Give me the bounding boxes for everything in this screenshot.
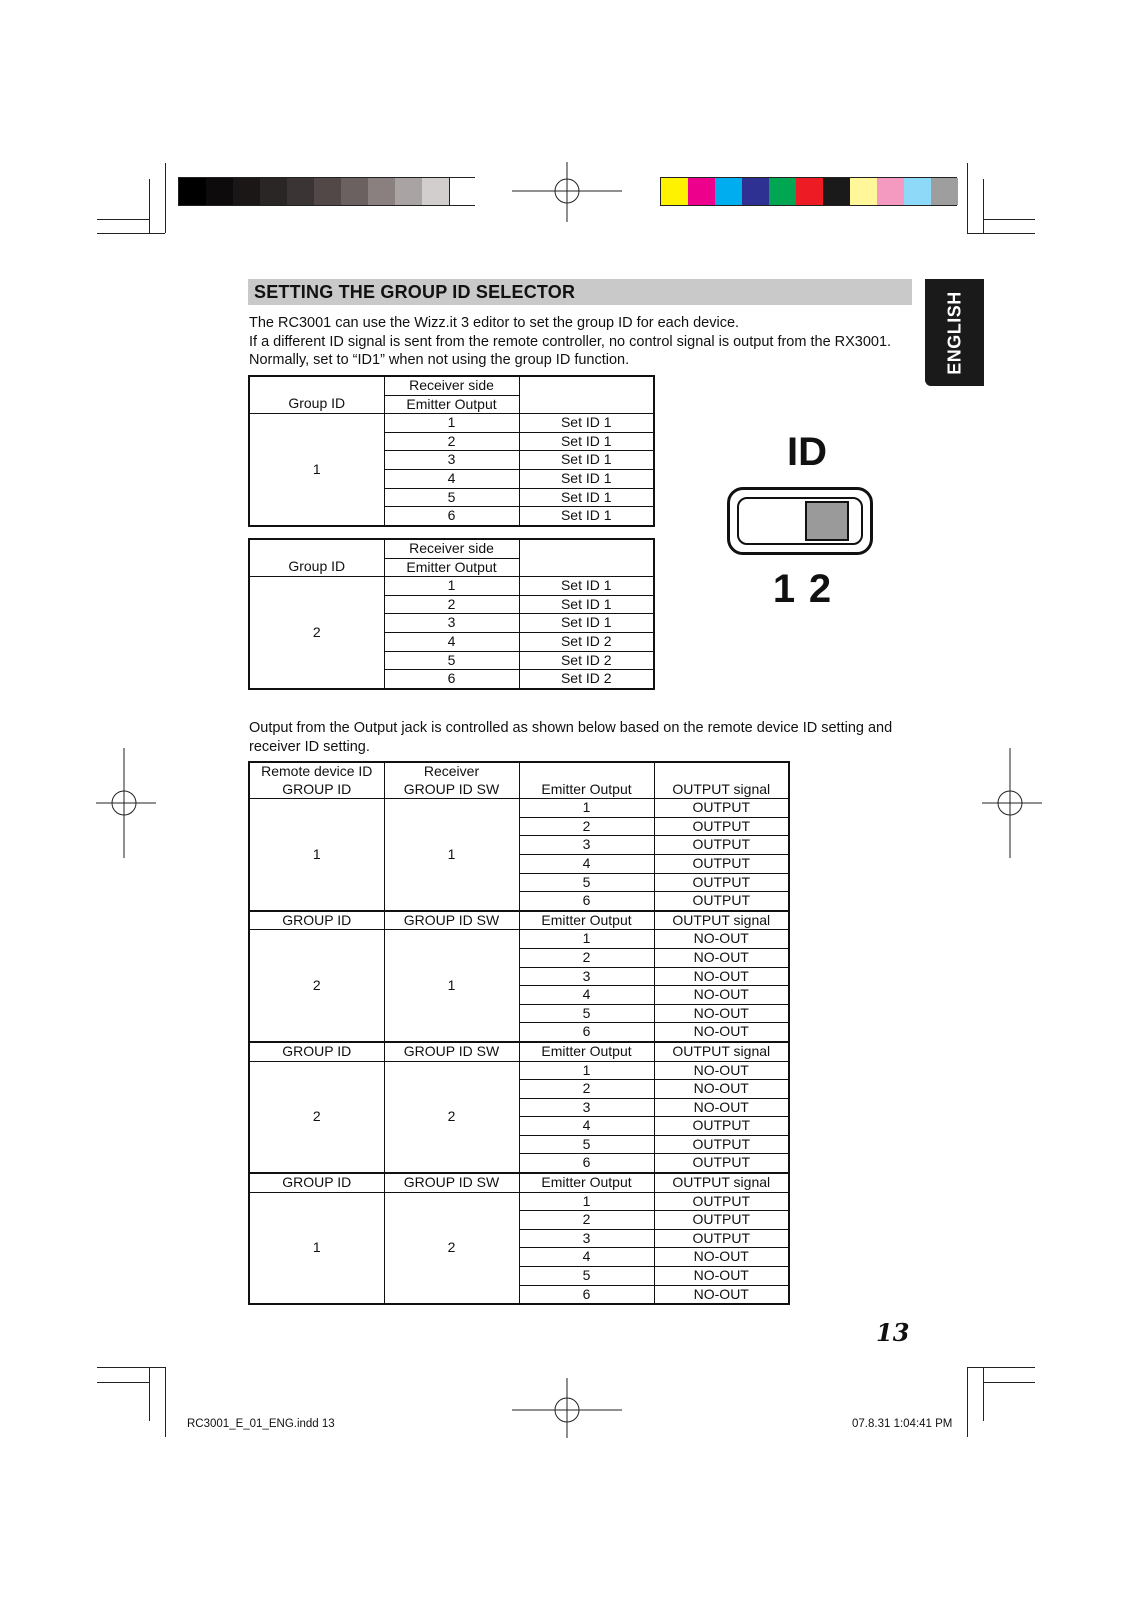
output-signal-cell: OUTPUT bbox=[654, 1135, 789, 1154]
emitter-output-cell: 2 bbox=[384, 432, 519, 451]
header-group-id: GROUP ID bbox=[249, 1042, 384, 1061]
header-output-signal: OUTPUT signal bbox=[654, 781, 789, 799]
crop-mark bbox=[97, 1367, 165, 1368]
block-header-row bbox=[249, 1042, 789, 1061]
table-row bbox=[249, 1061, 789, 1080]
output-signal-cell: OUTPUT bbox=[654, 799, 789, 818]
block-header-row bbox=[249, 1173, 789, 1192]
group-id-sw-value: 2 bbox=[384, 1192, 519, 1304]
group-id-value: 1 bbox=[249, 1192, 384, 1304]
header-group-id: Group ID bbox=[249, 558, 384, 577]
set-id-cell: Set ID 1 bbox=[519, 614, 654, 633]
emitter-output-cell: 2 bbox=[519, 1211, 654, 1230]
table-row bbox=[249, 1192, 789, 1211]
emitter-output-cell: 4 bbox=[519, 1248, 654, 1267]
color-swatch bbox=[395, 178, 422, 205]
block-header-row bbox=[249, 781, 789, 799]
page-number: 13 bbox=[876, 1318, 910, 1347]
emitter-output-cell: 1 bbox=[384, 577, 519, 596]
emitter-output-cell: 5 bbox=[384, 651, 519, 670]
output-signal-cell: NO-OUT bbox=[654, 986, 789, 1005]
emitter-output-cell: 3 bbox=[384, 614, 519, 633]
set-id-cell: Set ID 1 bbox=[519, 414, 654, 433]
switch-position-2: 2 bbox=[808, 567, 832, 611]
output-signal-cell: NO-OUT bbox=[654, 1098, 789, 1117]
set-id-cell: Set ID 1 bbox=[519, 432, 654, 451]
color-swatch bbox=[341, 178, 368, 205]
group-id-value: 1 bbox=[249, 414, 384, 526]
header-group-id-sw: GROUP ID SW bbox=[384, 911, 519, 930]
emitter-output-cell: 3 bbox=[519, 836, 654, 855]
output-signal-cell: NO-OUT bbox=[654, 1267, 789, 1286]
color-swatch bbox=[206, 178, 233, 205]
emitter-output-cell: 5 bbox=[519, 1267, 654, 1286]
crop-mark bbox=[983, 219, 1035, 220]
top-header-receiver: Receiver bbox=[384, 762, 519, 781]
color-swatch bbox=[179, 178, 206, 205]
color-swatch bbox=[742, 178, 769, 205]
output-intro-line: Output from the Output jack is controlled as shown below based on the remote device ID setting and bbox=[249, 720, 893, 736]
output-signal-cell: NO-OUT bbox=[654, 1004, 789, 1023]
crop-mark bbox=[983, 179, 984, 233]
crop-mark bbox=[165, 1367, 166, 1437]
gray-swatch-strip bbox=[178, 177, 475, 206]
header-group-id-sw: GROUP ID SW bbox=[384, 781, 519, 799]
group-id-table-2 bbox=[248, 538, 655, 690]
header-group-id: GROUP ID bbox=[249, 911, 384, 930]
emitter-output-cell: 2 bbox=[519, 1080, 654, 1099]
group-id-value: 2 bbox=[249, 930, 384, 1042]
header-emitter-output: Emitter Output bbox=[519, 1173, 654, 1192]
crop-mark bbox=[165, 163, 166, 233]
header-emitter-output: Emitter Output bbox=[519, 911, 654, 930]
header-group-id-sw: GROUP ID SW bbox=[384, 1173, 519, 1192]
output-signal-cell: NO-OUT bbox=[654, 1061, 789, 1080]
language-tab bbox=[925, 279, 984, 386]
color-swatch bbox=[823, 178, 850, 205]
emitter-output-cell: 2 bbox=[384, 595, 519, 614]
switch-id-label: ID bbox=[787, 430, 827, 474]
group-id-value: 2 bbox=[249, 1061, 384, 1173]
output-signal-cell: NO-OUT bbox=[654, 967, 789, 986]
output-signal-cell: NO-OUT bbox=[654, 948, 789, 967]
intro-line: The RC3001 can use the Wizz.it 3 editor to set the group ID for each device. bbox=[249, 315, 740, 331]
set-id-cell: Set ID 2 bbox=[519, 632, 654, 651]
registration-mark-right bbox=[982, 748, 1042, 858]
header-output-signal: OUTPUT signal bbox=[654, 1173, 789, 1192]
crop-mark bbox=[97, 233, 165, 234]
color-swatch-strip bbox=[660, 177, 957, 206]
emitter-output-cell: 5 bbox=[519, 1135, 654, 1154]
output-signal-cell: NO-OUT bbox=[654, 930, 789, 949]
id-switch-body bbox=[727, 487, 873, 555]
set-id-cell: Set ID 1 bbox=[519, 595, 654, 614]
color-swatch bbox=[904, 178, 931, 205]
crop-mark bbox=[149, 179, 150, 233]
emitter-output-cell: 6 bbox=[519, 1023, 654, 1042]
emitter-output-cell: 3 bbox=[519, 967, 654, 986]
emitter-output-cell: 6 bbox=[519, 1285, 654, 1304]
header-emitter-output: Emitter Output bbox=[519, 1042, 654, 1061]
color-swatch bbox=[287, 178, 314, 205]
color-swatch bbox=[931, 178, 958, 205]
emitter-output-cell: 1 bbox=[384, 414, 519, 433]
crop-mark bbox=[149, 1367, 150, 1421]
header-group-id-sw: GROUP ID SW bbox=[384, 1042, 519, 1061]
output-signal-cell: OUTPUT bbox=[654, 892, 789, 911]
header-group-id: GROUP ID bbox=[249, 781, 384, 799]
id-switch-knob bbox=[805, 501, 849, 541]
intro-line: If a different ID signal is sent from the remote controller, no control signal is output from the RX3001. bbox=[249, 333, 892, 350]
section-title: SETTING THE GROUP ID SELECTOR bbox=[254, 282, 576, 302]
output-signal-cell: OUTPUT bbox=[654, 1211, 789, 1230]
output-signal-cell: NO-OUT bbox=[654, 1080, 789, 1099]
set-id-cell: Set ID 1 bbox=[519, 469, 654, 488]
emitter-output-cell: 6 bbox=[384, 507, 519, 526]
color-swatch bbox=[422, 178, 449, 205]
emitter-output-cell: 3 bbox=[384, 451, 519, 470]
emitter-output-cell: 5 bbox=[384, 488, 519, 507]
group-id-sw-value: 2 bbox=[384, 1061, 519, 1173]
crop-mark bbox=[97, 1382, 149, 1383]
top-header-remote-device-id: Remote device ID bbox=[249, 762, 384, 781]
color-swatch bbox=[314, 178, 341, 205]
group-id-table-1 bbox=[248, 375, 655, 527]
emitter-output-cell: 4 bbox=[519, 986, 654, 1005]
emitter-output-cell: 6 bbox=[519, 892, 654, 911]
table-row bbox=[249, 930, 789, 949]
crop-mark bbox=[967, 1367, 968, 1437]
output-signal-cell: OUTPUT bbox=[654, 1192, 789, 1211]
emitter-output-cell: 5 bbox=[519, 873, 654, 892]
footer-timestamp: 07.8.31 1:04:41 PM bbox=[852, 1418, 953, 1430]
footer-file-name: RC3001_E_01_ENG.indd 13 bbox=[187, 1418, 335, 1430]
output-signal-cell: NO-OUT bbox=[654, 1023, 789, 1042]
output-signal-cell: OUTPUT bbox=[654, 873, 789, 892]
output-signal-cell: OUTPUT bbox=[654, 854, 789, 873]
emitter-output-cell: 1 bbox=[519, 799, 654, 818]
color-swatch bbox=[233, 178, 260, 205]
group-id-value: 1 bbox=[249, 799, 384, 911]
header-emitter-output: Emitter Output bbox=[384, 395, 519, 414]
color-swatch bbox=[850, 178, 877, 205]
emitter-output-cell: 2 bbox=[519, 948, 654, 967]
set-id-cell: Set ID 1 bbox=[519, 577, 654, 596]
color-swatch bbox=[449, 178, 476, 205]
switch-position-1: 1 bbox=[772, 567, 796, 611]
emitter-output-cell: 4 bbox=[384, 469, 519, 488]
table-row bbox=[249, 799, 789, 818]
color-swatch bbox=[688, 178, 715, 205]
emitter-output-cell: 4 bbox=[519, 1117, 654, 1136]
emitter-output-cell: 3 bbox=[519, 1098, 654, 1117]
crop-mark bbox=[967, 163, 968, 233]
header-emitter-output: Emitter Output bbox=[384, 558, 519, 577]
set-id-cell: Set ID 1 bbox=[519, 507, 654, 526]
header-output-signal: OUTPUT signal bbox=[654, 911, 789, 930]
color-swatch bbox=[877, 178, 904, 205]
crop-mark bbox=[97, 219, 149, 220]
output-signal-cell: OUTPUT bbox=[654, 836, 789, 855]
header-output-signal: OUTPUT signal bbox=[654, 1042, 789, 1061]
output-intro-line: receiver ID setting. bbox=[249, 738, 370, 755]
output-signal-cell: OUTPUT bbox=[654, 1154, 789, 1173]
output-signal-table bbox=[248, 761, 790, 1305]
block-header-row bbox=[249, 911, 789, 930]
output-signal-cell: NO-OUT bbox=[654, 1285, 789, 1304]
id-switch-track bbox=[737, 497, 863, 545]
output-signal-cell: OUTPUT bbox=[654, 817, 789, 836]
set-id-cell: Set ID 2 bbox=[519, 651, 654, 670]
emitter-output-cell: 1 bbox=[519, 1061, 654, 1080]
registration-mark-left bbox=[96, 748, 156, 858]
crop-mark bbox=[967, 1367, 1035, 1368]
emitter-output-cell: 1 bbox=[519, 1192, 654, 1211]
set-id-cell: Set ID 1 bbox=[519, 488, 654, 507]
header-receiver-side: Receiver side bbox=[384, 539, 519, 558]
top-header-blank bbox=[654, 762, 789, 781]
crop-mark bbox=[983, 1382, 1035, 1383]
header-group-id: GROUP ID bbox=[249, 1173, 384, 1192]
emitter-output-cell: 4 bbox=[384, 632, 519, 651]
section-heading bbox=[248, 279, 912, 305]
emitter-output-cell: 6 bbox=[519, 1154, 654, 1173]
group-id-sw-value: 1 bbox=[384, 799, 519, 911]
header-receiver-side: Receiver side bbox=[384, 376, 519, 395]
color-swatch bbox=[368, 178, 395, 205]
registration-mark-bottom bbox=[512, 1378, 622, 1438]
top-header-blank bbox=[519, 762, 654, 781]
emitter-output-cell: 3 bbox=[519, 1229, 654, 1248]
group-id-value: 2 bbox=[249, 577, 384, 689]
output-signal-cell: NO-OUT bbox=[654, 1248, 789, 1267]
color-swatch bbox=[796, 178, 823, 205]
set-id-cell: Set ID 2 bbox=[519, 670, 654, 689]
language-tab-label: ENGLISH bbox=[944, 290, 964, 375]
emitter-output-cell: 2 bbox=[519, 817, 654, 836]
color-swatch bbox=[715, 178, 742, 205]
emitter-output-cell: 6 bbox=[384, 670, 519, 689]
intro-line: Normally, set to “ID1” when not using the group ID function. bbox=[249, 352, 630, 368]
registration-mark-top bbox=[512, 162, 622, 222]
output-signal-cell: OUTPUT bbox=[654, 1229, 789, 1248]
emitter-output-cell: 5 bbox=[519, 1004, 654, 1023]
set-id-cell: Set ID 1 bbox=[519, 451, 654, 470]
output-signal-cell: OUTPUT bbox=[654, 1117, 789, 1136]
emitter-output-cell: 1 bbox=[519, 930, 654, 949]
crop-mark bbox=[967, 233, 1035, 234]
color-swatch bbox=[769, 178, 796, 205]
color-swatch bbox=[661, 178, 688, 205]
header-emitter-output: Emitter Output bbox=[519, 781, 654, 799]
group-id-sw-value: 1 bbox=[384, 930, 519, 1042]
color-swatch bbox=[260, 178, 287, 205]
crop-mark bbox=[983, 1367, 984, 1421]
emitter-output-cell: 4 bbox=[519, 854, 654, 873]
header-group-id: Group ID bbox=[249, 395, 384, 414]
